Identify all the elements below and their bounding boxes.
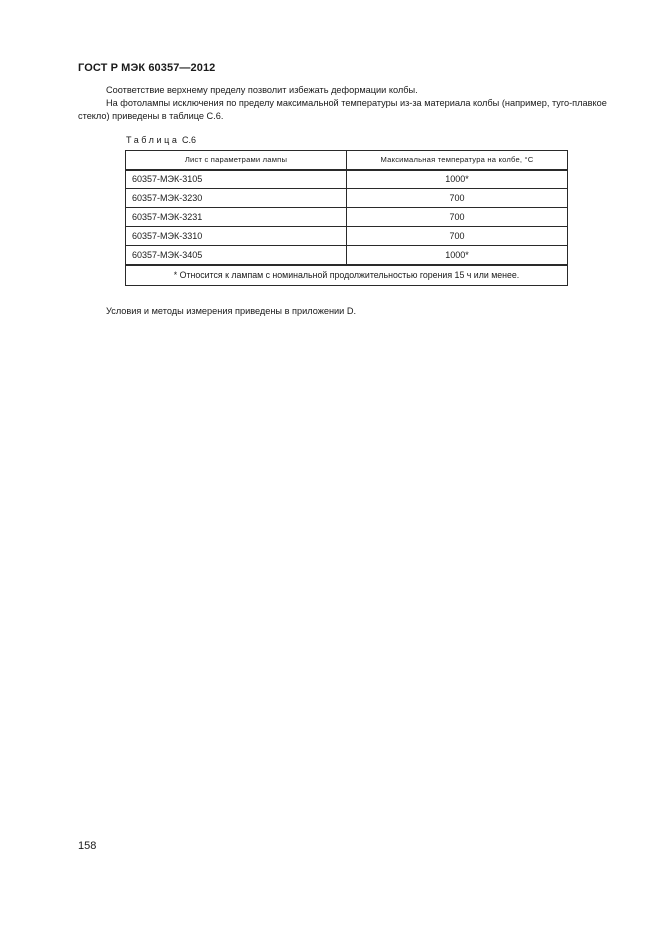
page-number: 158 [78, 840, 97, 852]
table-row [126, 246, 568, 265]
table-header-row [126, 151, 568, 170]
document-header: ГОСТ Р МЭК 60357—2012 [78, 62, 216, 74]
cell-temperature: 1000* [347, 246, 568, 265]
column-header-temperature: Максимальная температура на колбе, °С [347, 151, 568, 170]
paragraph-upper-limit: Соответствие верхнему пределу позволит избежать деформации колбы. [106, 85, 418, 95]
temperature-table [125, 150, 568, 286]
cell-temperature: 700 [347, 189, 568, 208]
table-caption-number: С.6 [182, 135, 197, 145]
table-row [126, 189, 568, 208]
paragraph-exceptions: На фотолампы исключения по пределу максимальной температуры из-за материала колбы (например, туго-плавкое стекло) приведены в таблице С.6. [78, 98, 607, 121]
cell-sheet: 60357-МЭК-3405 [126, 246, 347, 265]
cell-temperature: 700 [347, 208, 568, 227]
table-row [126, 208, 568, 227]
table-caption [126, 135, 196, 145]
column-header-sheet: Лист с параметрами лампы [126, 151, 347, 170]
table-row [126, 227, 568, 246]
paragraph-methods: Условия и методы измерения приведены в приложении D. [106, 306, 357, 316]
cell-sheet: 60357-МЭК-3105 [126, 170, 347, 189]
cell-sheet: 60357-МЭК-3231 [126, 208, 347, 227]
table-footnote: * Относится к лампам с номинальной продолжительностью горения 15 ч или менее. [126, 265, 568, 286]
cell-sheet: 60357-МЭК-3230 [126, 189, 347, 208]
cell-temperature: 1000* [347, 170, 568, 189]
table-footnote-row [126, 265, 568, 286]
cell-temperature: 700 [347, 227, 568, 246]
cell-sheet: 60357-МЭК-3310 [126, 227, 347, 246]
table-row [126, 170, 568, 189]
table-caption-word: Таблица [126, 135, 180, 145]
